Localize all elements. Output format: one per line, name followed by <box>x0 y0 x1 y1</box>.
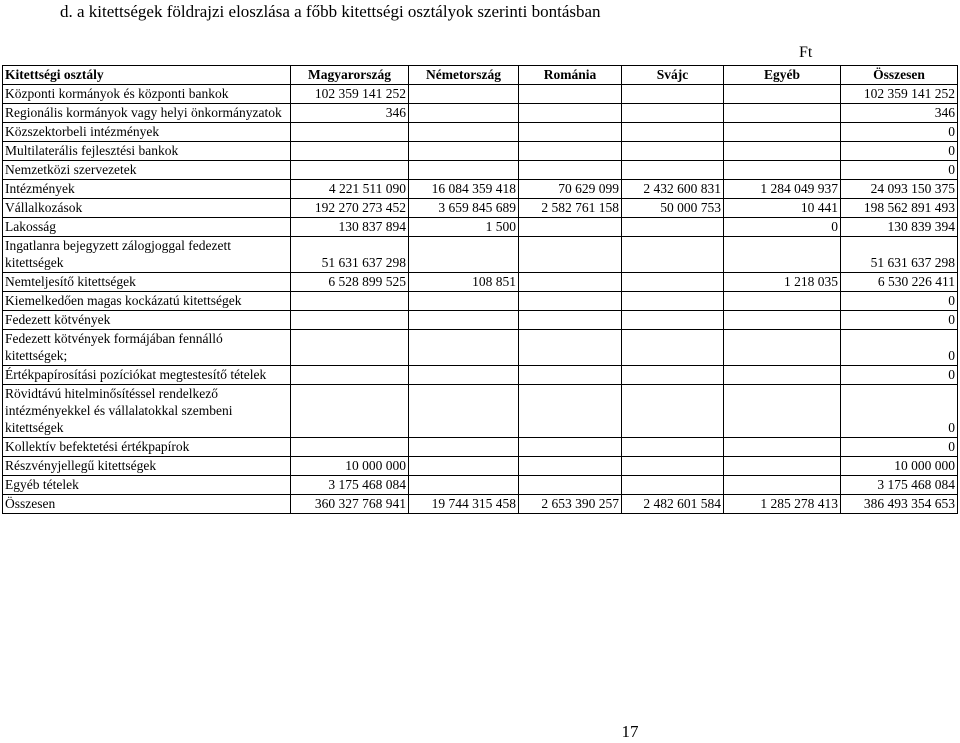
table-cell: 51 631 637 298 <box>841 237 958 273</box>
row-label: Rövidtávú hitelminősítéssel rendelkező intézményekkel és vállalatokkal szembeni kitettségek <box>3 385 291 438</box>
table-cell <box>724 104 841 123</box>
table-cell <box>622 366 724 385</box>
table-row <box>3 237 958 273</box>
table-cell: 50 000 753 <box>622 199 724 218</box>
table-cell <box>622 311 724 330</box>
table-cell <box>622 273 724 292</box>
table-row <box>3 366 958 385</box>
row-label: Lakosság <box>3 218 291 237</box>
table-cell: 386 493 354 653 <box>841 495 958 514</box>
table-cell <box>409 142 519 161</box>
table-cell: 102 359 141 252 <box>291 85 409 104</box>
table-row <box>3 199 958 218</box>
table-cell: 346 <box>841 104 958 123</box>
table-row <box>3 476 958 495</box>
table-cell <box>409 476 519 495</box>
table-cell: 2 432 600 831 <box>622 180 724 199</box>
row-label: Ingatlanra bejegyzett zálogjoggal fedezett kitettségek <box>3 237 291 273</box>
table-cell <box>622 457 724 476</box>
table-row <box>3 123 958 142</box>
table-cell <box>409 123 519 142</box>
table-cell: 51 631 637 298 <box>291 237 409 273</box>
table-cell: 4 221 511 090 <box>291 180 409 199</box>
row-label: Kiemelkedően magas kockázatú kitettségek <box>3 292 291 311</box>
table-cell: 10 000 000 <box>841 457 958 476</box>
table-cell <box>291 330 409 366</box>
table-row <box>3 180 958 199</box>
table-row <box>3 161 958 180</box>
row-label: Egyéb tételek <box>3 476 291 495</box>
table-cell: 192 270 273 452 <box>291 199 409 218</box>
table-cell <box>519 104 622 123</box>
table-cell: 198 562 891 493 <box>841 199 958 218</box>
table-cell <box>724 311 841 330</box>
table-row <box>3 438 958 457</box>
row-label: Fedezett kötvények <box>3 311 291 330</box>
column-header: Egyéb <box>724 66 841 85</box>
table-cell: 0 <box>841 161 958 180</box>
table-cell: 6 530 226 411 <box>841 273 958 292</box>
table-cell: 346 <box>291 104 409 123</box>
table-cell: 130 839 394 <box>841 218 958 237</box>
table-cell: 0 <box>841 311 958 330</box>
column-header: Magyarország <box>291 66 409 85</box>
table-cell: 24 093 150 375 <box>841 180 958 199</box>
table-cell <box>409 311 519 330</box>
row-label: Regionális kormányok vagy helyi önkormányzatok <box>3 104 291 123</box>
table-cell <box>409 457 519 476</box>
table-cell: 3 175 468 084 <box>841 476 958 495</box>
table-cell <box>291 311 409 330</box>
table-cell <box>519 161 622 180</box>
table-cell <box>622 123 724 142</box>
table-cell: 0 <box>841 330 958 366</box>
table-cell: 70 629 099 <box>519 180 622 199</box>
table-cell <box>519 142 622 161</box>
table-cell <box>519 123 622 142</box>
column-header: Kitettségi osztály <box>3 66 291 85</box>
table-cell <box>622 218 724 237</box>
table-cell <box>291 161 409 180</box>
column-header: Románia <box>519 66 622 85</box>
table-cell: 3 175 468 084 <box>291 476 409 495</box>
table-cell: 102 359 141 252 <box>841 85 958 104</box>
table-cell: 1 284 049 937 <box>724 180 841 199</box>
table-cell <box>519 85 622 104</box>
table-cell <box>724 330 841 366</box>
page-number: 17 <box>621 722 639 741</box>
table-cell <box>724 457 841 476</box>
table-cell <box>622 292 724 311</box>
row-label: Intézmények <box>3 180 291 199</box>
table-cell <box>291 142 409 161</box>
column-header: Svájc <box>622 66 724 85</box>
table-cell <box>409 292 519 311</box>
row-label: Értékpapírosítási pozíciókat megtestesítő tételek <box>3 366 291 385</box>
table-cell: 1 218 035 <box>724 273 841 292</box>
table-cell <box>409 385 519 438</box>
exposure-table <box>2 65 958 514</box>
table-cell <box>622 85 724 104</box>
table-cell <box>622 142 724 161</box>
row-label: Központi kormányok és központi bankok <box>3 85 291 104</box>
table-cell <box>519 273 622 292</box>
table-cell: 2 482 601 584 <box>622 495 724 514</box>
table-row <box>3 273 958 292</box>
table-row <box>3 457 958 476</box>
row-label: Nemzetközi szervezetek <box>3 161 291 180</box>
table-row <box>3 311 958 330</box>
table-cell: 0 <box>841 366 958 385</box>
table-cell: 2 653 390 257 <box>519 495 622 514</box>
table-cell <box>724 385 841 438</box>
table-row <box>3 218 958 237</box>
row-label: Vállalkozások <box>3 199 291 218</box>
table-cell <box>409 161 519 180</box>
table-cell <box>519 366 622 385</box>
table-row <box>3 292 958 311</box>
table-cell <box>724 142 841 161</box>
table-cell <box>519 237 622 273</box>
table-cell: 108 851 <box>409 273 519 292</box>
table-cell <box>724 476 841 495</box>
table-cell <box>519 476 622 495</box>
table-cell: 360 327 768 941 <box>291 495 409 514</box>
table-cell <box>519 311 622 330</box>
table-cell <box>519 385 622 438</box>
table-row <box>3 330 958 366</box>
currency-unit: Ft <box>799 44 813 61</box>
table-cell <box>724 237 841 273</box>
table-cell: 19 744 315 458 <box>409 495 519 514</box>
table-cell <box>519 292 622 311</box>
table-cell: 1 285 278 413 <box>724 495 841 514</box>
table-cell <box>622 385 724 438</box>
table-cell: 0 <box>841 438 958 457</box>
table-cell <box>519 438 622 457</box>
table-cell <box>409 85 519 104</box>
table-cell <box>724 161 841 180</box>
table-row <box>3 104 958 123</box>
table-cell <box>291 123 409 142</box>
table-cell <box>622 330 724 366</box>
table-row <box>3 142 958 161</box>
column-header: Németország <box>409 66 519 85</box>
table-cell <box>409 438 519 457</box>
table-cell: 0 <box>841 385 958 438</box>
table-cell <box>622 161 724 180</box>
row-label: Összesen <box>3 495 291 514</box>
table-cell: 10 441 <box>724 199 841 218</box>
table-cell: 0 <box>841 142 958 161</box>
row-label: Kollektív befektetési értékpapírok <box>3 438 291 457</box>
table-cell <box>519 330 622 366</box>
row-label: Részvényjellegű kitettségek <box>3 457 291 476</box>
table-cell <box>724 292 841 311</box>
table-cell <box>622 237 724 273</box>
table-cell: 1 500 <box>409 218 519 237</box>
row-label: Nemteljesítő kitettségek <box>3 273 291 292</box>
table-cell: 6 528 899 525 <box>291 273 409 292</box>
table-cell <box>291 292 409 311</box>
table-cell: 0 <box>841 292 958 311</box>
table-cell <box>622 476 724 495</box>
table-cell: 0 <box>724 218 841 237</box>
table-cell <box>409 237 519 273</box>
table-cell: 3 659 845 689 <box>409 199 519 218</box>
table-cell <box>622 438 724 457</box>
table-cell <box>724 85 841 104</box>
table-cell <box>409 366 519 385</box>
table-cell <box>291 438 409 457</box>
table-cell <box>724 366 841 385</box>
table-cell <box>622 104 724 123</box>
row-label: Multilaterális fejlesztési bankok <box>3 142 291 161</box>
table-row <box>3 85 958 104</box>
table-cell: 130 837 894 <box>291 218 409 237</box>
table-cell <box>519 218 622 237</box>
table-row <box>3 385 958 438</box>
table-cell <box>519 457 622 476</box>
table-cell <box>291 385 409 438</box>
table-cell: 0 <box>841 123 958 142</box>
column-header: Összesen <box>841 66 958 85</box>
table-cell: 10 000 000 <box>291 457 409 476</box>
table-cell <box>724 123 841 142</box>
section-heading: d. a kitettségek földrajzi eloszlása a főbb kitettségi osztályok szerinti bontásban <box>60 2 601 21</box>
table-cell <box>409 330 519 366</box>
table-row <box>3 495 958 514</box>
table-cell: 16 084 359 418 <box>409 180 519 199</box>
row-label: Közszektorbeli intézmények <box>3 123 291 142</box>
table-cell <box>291 366 409 385</box>
row-label: Fedezett kötvények formájában fennálló kitettségek; <box>3 330 291 366</box>
table-cell <box>724 438 841 457</box>
table-cell: 2 582 761 158 <box>519 199 622 218</box>
header-row <box>3 66 958 85</box>
table-cell <box>409 104 519 123</box>
